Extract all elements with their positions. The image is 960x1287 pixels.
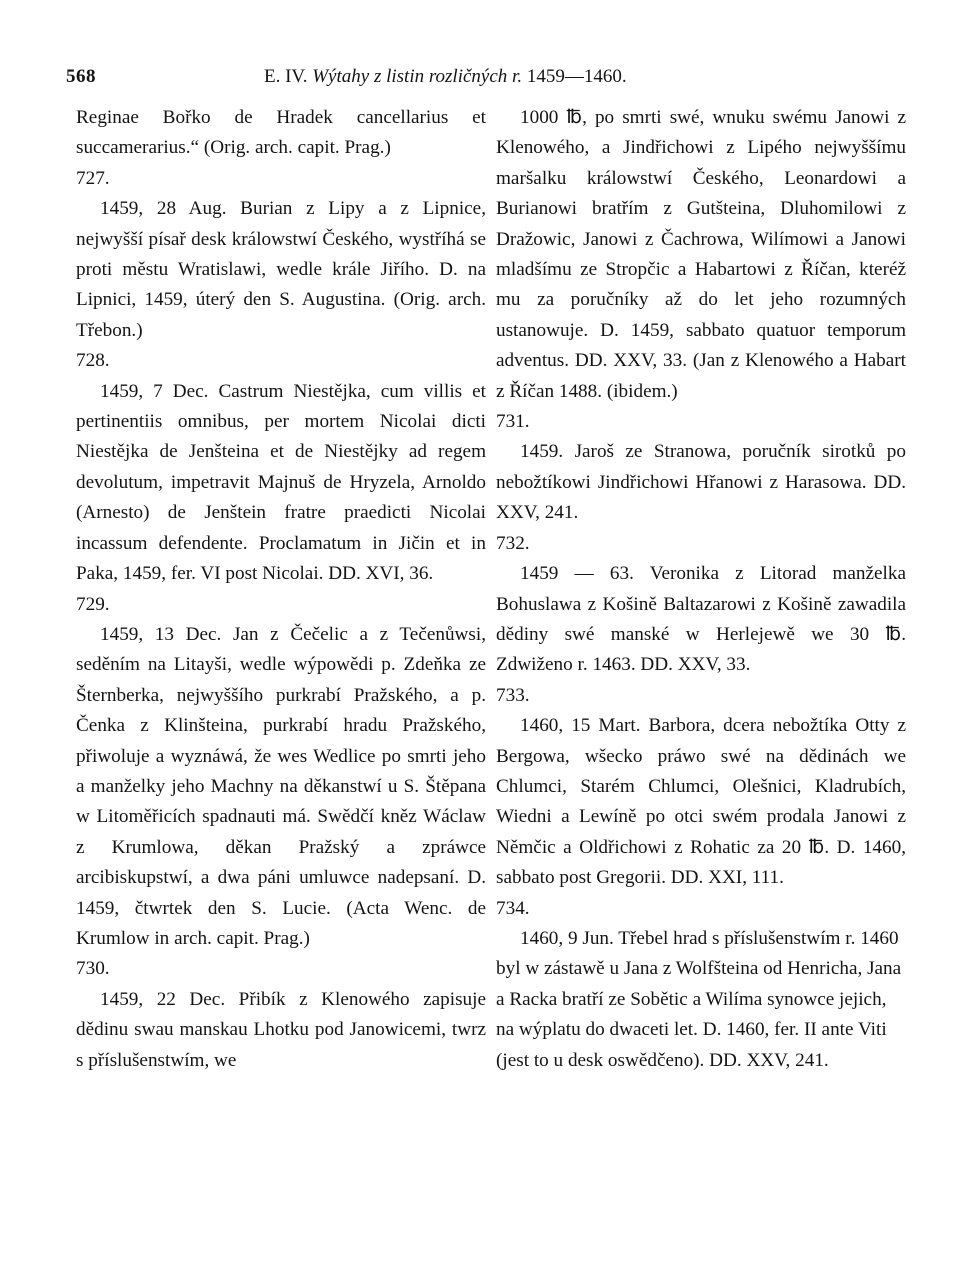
left-intro-paragraph: Reginae Bořko de Hradek cancellarius et succamerarius.“ (Orig. arch. capit. Prag.): [76, 107, 486, 159]
entry-text-727: 1459, 28 Aug. Burian z Lipy a z Lipnice, nejwyšší písař desk králowstwí Českého, wystříhá se proti městu Wratislawi, wedle krále Jiřího. D. na Lipnici, 1459, úterý den S. Augustina. (Orig. arch. Třebon.): [76, 198, 486, 341]
right-column: [496, 103, 906, 1076]
entry-text-731: 1459. Jaroš ze Stranowa, poručník sirotků po nebožtíkowi Jindřichowi Hřanowi z Harasowa. DD. XXV, 241.: [496, 441, 906, 524]
entry-number-728: 728.: [76, 350, 110, 372]
left-column: [76, 103, 486, 1076]
entry-text-730: 1459, 22 Dec. Přibík z Klenowého zapisuje dědinu swau manskau Lhotku pod Janowicemi, twrz s příslušenstwím, we: [76, 988, 486, 1071]
entry-number-733: 733.: [496, 684, 530, 706]
entry-text-734: 1460, 9 Jun. Třebel hrad s příslušenstwím r. 1460 byl w zástawě u Jana z Wolfšteina od Henricha, Jana a Racka bratří ze Sobětic a Wilíma synowce jejich, na wýplatu do dwaceti let. D. 1460, fer. II ante Viti (jest to u desk oswědčeno). DD. XXV, 241.: [496, 927, 902, 1071]
entry-number-731: 731.: [496, 411, 530, 433]
entry-text-728: 1459, 7 Dec. Castrum Niestějka, cum villis et pertinentiis omnibus, per mortem Nicolai dicti Niestějka de Jenšteina et de Niestějky ad regem devolutum, impetravit Majnuš de Hryzela, Arnoldo (Arnesto) de Jenštein fratre praedicti Nicolai incassum defendente. Proclamatum in Jičin et in Paka, 1459, fer. VI post Nicolai. DD. XVI, 36.: [76, 380, 486, 585]
entry-number-730: 730.: [76, 958, 110, 980]
entry-number-729: 729.: [76, 593, 110, 615]
running-header: [66, 62, 786, 92]
entry-number-732: 732.: [496, 532, 530, 554]
header-years: 1459—1460.: [526, 66, 627, 87]
page-number: 568: [66, 66, 96, 87]
header-title-line: [264, 62, 627, 92]
right-continuation-paragraph: 1000 ℔, po smrti swé, wnuku swému Janowi z Klenowého, a Jindřichowi z Lipého nejwyššímu maršalku králowstwí Českého, Leonardowi a Burianowi bratřím z Gutšteina, Dluhomilowi z Dražowic, Janowi z Čachrowa, Wilímowi a Janowi mladšímu ze Stropčic a Habartowi z Říčan, kteréž mu za poručníky až do let jeho rozumných ustanowuje. D. 1459, sabbato quatuor temporum adventus. DD. XXV, 33. (Jan z Klenowého a Habart z Říčan 1488. (ibidem.): [496, 107, 906, 402]
entry-number-727: 727.: [76, 167, 110, 189]
entry-number-734: 734.: [496, 897, 530, 919]
entry-text-733: 1460, 15 Mart. Barbora, dcera nebožtíka Otty z Bergowa, wšecko práwo swé na dědinách we Chlumci, Starém Chlumci, Olešnici, Kladrubích, Wiedni a Lewíně po otci swém prodala Janowi z Němčic a Oldřichowi z Rohatic za 20 ℔. D. 1460, sabbato post Gregorii. DD. XXI, 111.: [496, 715, 906, 889]
entry-text-729: 1459, 13 Dec. Jan z Čečelic a z Tečenůwsi, seděním na Litayši, wedle wýpowědi p. Zdeňka ze Šternberka, nejwyššího purkrabí Pražského, a p. Čenka z Klinšteina, purkrabí hradu Pražského, přiwoluje a wyznáwá, že wes Wedlice po smrti jeho a manželky jeho Machny na děkanstwí u S. Štěpana w Litoměřicích spadnauti má. Swědčí kněz Wáclaw z Krumlowa, děkan Pražský a zpráwce arcibiskupstwí, a dwa páni umluwce nadepsaní. D. 1459, čtwrtek den S. Lucie. (Acta Wenc. de Krumlow in arch. capit. Prag.): [76, 623, 486, 949]
entry-text-732: 1459 — 63. Veronika z Litorad manželka Bohuslawa z Košině Baltazarowi z Košině zawadila dědiny swé manské w Herlejewě we 30 ℔. Zdwiženo r. 1463. DD. XXV, 33.: [496, 563, 906, 676]
header-title: Wýtahy z listin rozličných r.: [312, 66, 523, 87]
header-part: E. IV.: [264, 66, 308, 87]
